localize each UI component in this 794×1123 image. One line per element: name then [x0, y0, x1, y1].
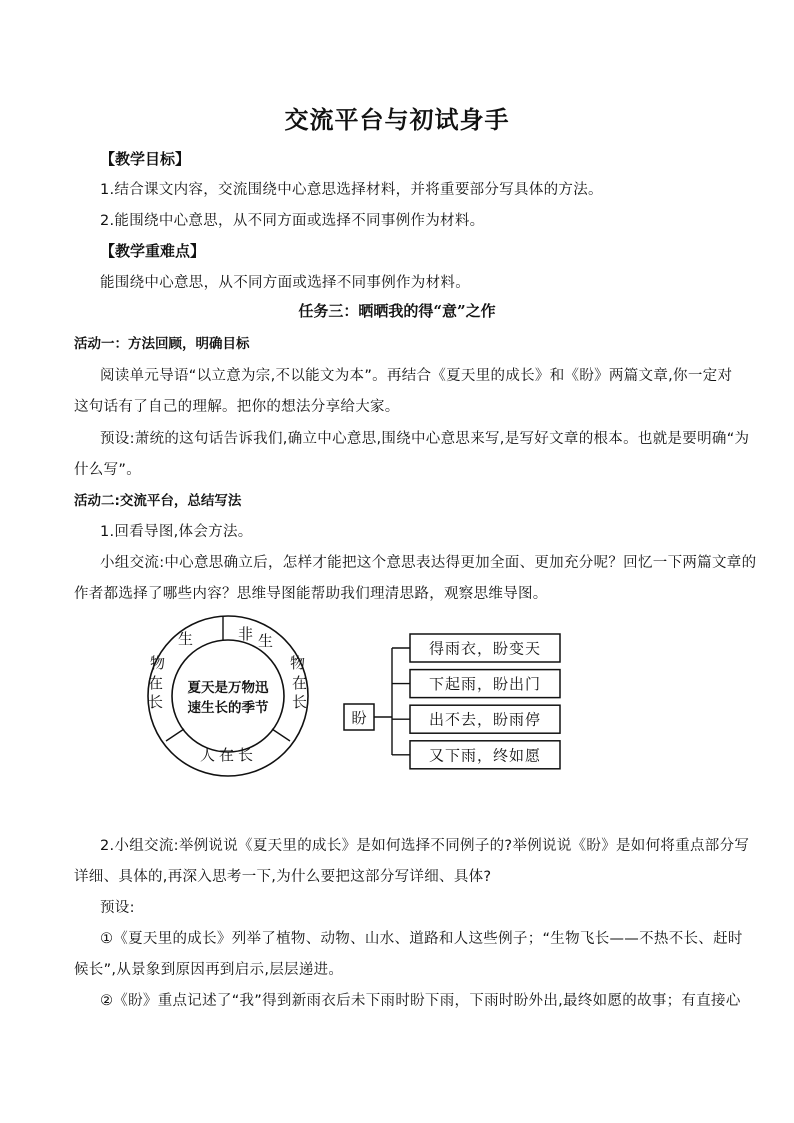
inner-ring — [172, 640, 284, 752]
ring-text-top-right-1: 非 — [238, 625, 254, 643]
paragraph-1-line-2: 这句话有了自己的理解。把你的想法分享给大家。 — [74, 399, 400, 415]
center-text-line-1: 夏天是万物迅 — [187, 680, 269, 696]
objectives-heading: 【教学目标】 — [100, 150, 191, 168]
page-title: 交流平台与初试身手 — [284, 105, 510, 134]
branch-label: 又下雨，终如愿 — [428, 746, 542, 765]
divider-bottom-left — [166, 729, 184, 741]
paragraph-8-line-1: ②《盼》重点记述了“我”得到新雨衣后未下雨时盼下雨，下雨时盼外出,最终如愿的故事；有直接心 — [100, 993, 741, 1009]
tree-mind-map — [340, 628, 566, 776]
activity-1-heading: 活动一：方法回顾，明确目标 — [74, 336, 250, 352]
paragraph-1-line-1: 阅读单元导语“以立意为宗,不以能文为本”。再结合《夏天里的成长》和《盼》两篇文章,你一定对 — [100, 368, 733, 384]
paragraph-4-line-2: 作者都选择了哪些内容？思维导图能帮助我们理清思路，观察思维导图。 — [74, 586, 548, 602]
ring-text-top-left: 生 — [178, 630, 194, 648]
divider-bottom-right — [272, 729, 290, 741]
activity-2-heading: 活动二:交流平台，总结写法 — [74, 493, 242, 509]
paragraph-7-line-2: 候长”,从景象到原因再到启示,层层递进。 — [74, 962, 344, 978]
paragraph-5-line-1: 2.小组交流:举例说说《夏天里的成长》是如何选择不同例子的?举例说说《盼》是如何将重点部分写 — [100, 838, 750, 854]
ring-text-left-2: 在 — [148, 674, 164, 692]
paragraph-4-line-1: 小组交流:中心意思确立后，怎样才能把这个意思表达得更加全面、更加充分呢？回忆一下两篇文章的 — [100, 555, 757, 571]
objective-2: 2.能围绕中心意思，从不同方面或选择不同事例作为材料。 — [100, 213, 485, 229]
branch-label: 出不去，盼雨停 — [428, 710, 542, 729]
ring-text-right-2: 在 — [292, 674, 308, 692]
center-text-line-2: 速生长的季节 — [187, 700, 269, 716]
objective-1: 1.结合课文内容，交流围绕中心意思选择材料，并将重要部分写具体的方法。 — [100, 182, 603, 198]
ring-text-top-right-2: 生 — [258, 632, 274, 650]
paragraph-3: 1.回看导图,体会方法。 — [100, 524, 253, 540]
paragraph-7-line-1: ①《夏天里的成长》列举了植物、动物、山水、道路和人这些例子；“生物飞长——不热不长、赶时 — [100, 931, 743, 947]
circle-mind-map — [140, 612, 316, 782]
ring-text-right-3: 长 — [292, 693, 308, 711]
branch-label: 下起雨，盼出门 — [428, 675, 542, 694]
branch-label: 得雨衣，盼变天 — [428, 639, 542, 658]
key-points-heading: 【教学重难点】 — [100, 242, 206, 260]
task-3-heading: 任务三：晒晒我的得“意”之作 — [298, 302, 496, 320]
paragraph-5-line-2: 详细、具体的,再深入思考一下,为什么要把这部分写详细、具体? — [74, 869, 492, 885]
ring-text-left-3: 长 — [148, 693, 164, 711]
ring-text-right-1: 物 — [290, 654, 306, 672]
ring-text-left-1: 物 — [150, 654, 166, 672]
ring-text-bottom: 人在长 — [200, 746, 258, 764]
key-point-1: 能围绕中心意思，从不同方面或选择不同事例作为材料。 — [100, 275, 470, 291]
paragraph-2-line-1: 预设:萧统的这句话告诉我们,确立中心意思,围绕中心意思来写,是写好文章的根本。也就是要明确“为 — [100, 431, 750, 447]
paragraph-6: 预设: — [100, 900, 135, 916]
root-label: 盼 — [351, 709, 367, 727]
paragraph-2-line-2: 什么写”。 — [74, 462, 142, 478]
